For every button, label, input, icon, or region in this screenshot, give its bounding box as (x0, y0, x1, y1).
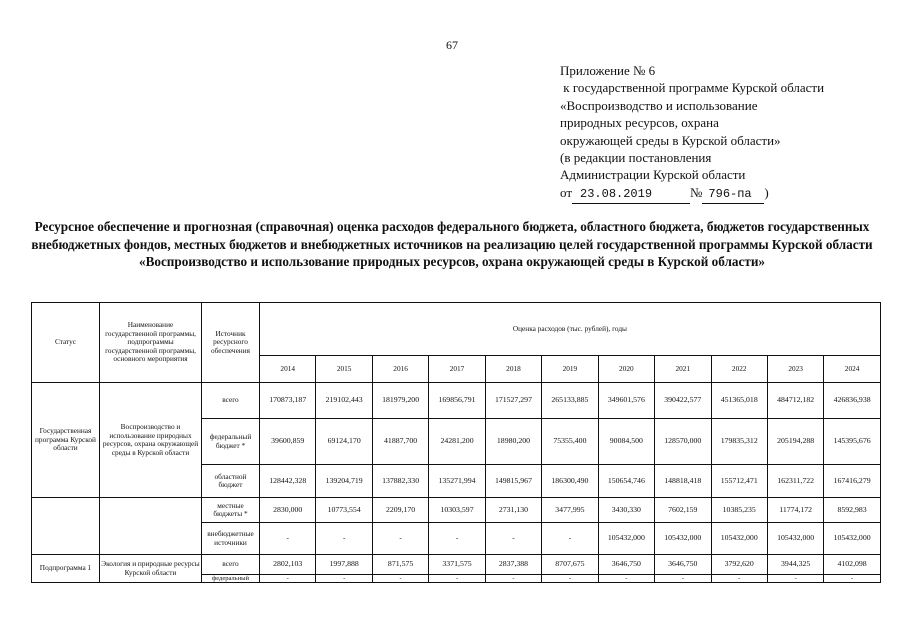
value-cell: 8592,983 (824, 498, 880, 523)
value-cell: 1997,888 (316, 555, 372, 575)
appendix-line: к государственной программе Курской области (560, 80, 825, 96)
value-cell: 3477,995 (542, 498, 598, 523)
value-cell: 171527,297 (485, 383, 541, 419)
subprogram-name: Экология и природные ресурсы Курской области (100, 555, 202, 583)
year-header: 2015 (316, 356, 372, 383)
appendix-line: (в редакции постановления (560, 150, 712, 166)
value-cell: 3371,575 (429, 555, 485, 575)
value-cell: 155712,471 (711, 465, 767, 498)
source-cell: внебюджетные источники (202, 523, 260, 555)
appendix-line: окружающей среды в Курской области» (560, 132, 781, 148)
year-header: 2014 (260, 356, 316, 383)
year-header: 2016 (372, 356, 428, 383)
value-cell: 2731,130 (485, 498, 541, 523)
value-cell: 181979,200 (372, 383, 428, 419)
value-cell: - (260, 523, 316, 555)
number-suffix: ) (764, 184, 769, 200)
empty-status-cell (32, 498, 100, 555)
value-cell: 69124,170 (316, 419, 372, 465)
value-cell: 105432,000 (598, 523, 654, 555)
value-cell: 10385,235 (711, 498, 767, 523)
value-cell: 137882,330 (372, 465, 428, 498)
year-header: 2021 (655, 356, 711, 383)
value-cell: 3944,325 (767, 555, 823, 575)
source-cell: всего (202, 383, 260, 419)
value-cell: 105432,000 (824, 523, 880, 555)
header-name: Наименование государственной программы, подпрограммы государственной программы, основного мероприятия (100, 303, 202, 383)
value-cell: 7602,159 (655, 498, 711, 523)
page-number: 67 (446, 38, 458, 52)
year-header: 2022 (711, 356, 767, 383)
value-cell: 2209,170 (372, 498, 428, 523)
program-status: Государственная программа Курской области (32, 383, 100, 498)
year-header: 2024 (824, 356, 880, 383)
value-cell: - (372, 523, 428, 555)
year-header: 2020 (598, 356, 654, 383)
value-cell: 451365,018 (711, 383, 767, 419)
value-cell: 186300,490 (542, 465, 598, 498)
year-header: 2018 (485, 356, 541, 383)
value-cell: 128442,328 (260, 465, 316, 498)
value-cell: 150654,746 (598, 465, 654, 498)
value-cell: 179835,312 (711, 419, 767, 465)
value-cell: 219102,443 (316, 383, 372, 419)
table-row (32, 498, 881, 523)
number-prefix: № (690, 184, 703, 200)
appendix-line: природных ресурсов, охрана (560, 115, 719, 131)
value-cell: 75355,400 (542, 419, 598, 465)
header-estimate: Оценка расходов (тыс. рублей), годы (260, 303, 881, 356)
value-cell: - (260, 575, 316, 583)
subprogram-status: Подпрограмма 1 (32, 555, 100, 583)
value-cell: 149815,967 (485, 465, 541, 498)
header-source: Источник ресурсного обеспечения (202, 303, 260, 383)
value-cell: - (316, 575, 372, 583)
value-cell: 8707,675 (542, 555, 598, 575)
decree-date: 23.08.2019 (572, 186, 690, 204)
appendix-line: Приложение № 6 (560, 63, 656, 78)
value-cell: - (429, 523, 485, 555)
value-cell: 3792,620 (711, 555, 767, 575)
value-cell: 135271,994 (429, 465, 485, 498)
value-cell: 426836,938 (824, 383, 880, 419)
value-cell: 3646,750 (598, 555, 654, 575)
value-cell: - (711, 575, 767, 583)
value-cell: 18980,200 (485, 419, 541, 465)
value-cell: 145395,676 (824, 419, 880, 465)
year-header: 2017 (429, 356, 485, 383)
value-cell: - (316, 523, 372, 555)
source-cell: федеральный (202, 575, 260, 583)
value-cell: 41887,700 (372, 419, 428, 465)
value-cell: 128570,000 (655, 419, 711, 465)
appendix-line: «Воспроизводство и использование (560, 97, 758, 113)
value-cell: - (598, 575, 654, 583)
table-row (32, 555, 881, 575)
resource-table (31, 302, 881, 583)
value-cell: 10303,597 (429, 498, 485, 523)
value-cell: - (485, 575, 541, 583)
value-cell: - (824, 575, 880, 583)
value-cell: 484712,182 (767, 383, 823, 419)
value-cell: 169856,791 (429, 383, 485, 419)
value-cell: 4102,098 (824, 555, 880, 575)
value-cell: - (655, 575, 711, 583)
header-status: Статус (32, 303, 100, 383)
value-cell: 39600,859 (260, 419, 316, 465)
value-cell: 349601,576 (598, 383, 654, 419)
value-cell: 90084,500 (598, 419, 654, 465)
value-cell: 10773,554 (316, 498, 372, 523)
value-cell: 11774,172 (767, 498, 823, 523)
value-cell: 2830,000 (260, 498, 316, 523)
decree-number: 796-па (702, 186, 764, 204)
value-cell: 139204,719 (316, 465, 372, 498)
table-header-row (32, 303, 881, 356)
value-cell: 148818,418 (655, 465, 711, 498)
value-cell: 205194,288 (767, 419, 823, 465)
value-cell: - (372, 575, 428, 583)
source-cell: местные бюджеты * (202, 498, 260, 523)
value-cell: - (542, 523, 598, 555)
value-cell: - (429, 575, 485, 583)
value-cell: 24281,200 (429, 419, 485, 465)
source-cell: всего (202, 555, 260, 575)
source-cell: областной бюджет (202, 465, 260, 498)
value-cell: - (767, 575, 823, 583)
value-cell: - (542, 575, 598, 583)
value-cell: 390422,577 (655, 383, 711, 419)
value-cell: 3646,750 (655, 555, 711, 575)
value-cell: - (485, 523, 541, 555)
year-header: 2019 (542, 356, 598, 383)
value-cell: 167416,279 (824, 465, 880, 498)
document-title: Ресурсное обеспечение и прогнозная (справочная) оценка расходов федерального бюджета, областного бюджета, бюджетов государственных внебюджетных фондов, местных бюджетов и внебюджетных источников на реализацию целей государственной программы Курской области «Воспроизводство и использование природных ресурсов, охрана окружающей среды в Курской области» (31, 219, 873, 269)
value-cell: 105432,000 (655, 523, 711, 555)
value-cell: 162311,722 (767, 465, 823, 498)
value-cell: 871,575 (372, 555, 428, 575)
appendix-line: Администрации Курской области (560, 167, 746, 183)
year-header: 2023 (767, 356, 823, 383)
appendix-header (560, 62, 900, 204)
appendix-date-line (560, 184, 900, 204)
value-cell: 2837,388 (485, 555, 541, 575)
empty-name-cell (100, 498, 202, 555)
value-cell: 105432,000 (711, 523, 767, 555)
date-prefix: от (560, 184, 573, 200)
value-cell: 2802,103 (260, 555, 316, 575)
value-cell: 170873,187 (260, 383, 316, 419)
value-cell: 265133,885 (542, 383, 598, 419)
program-name: Воспроизводство и использование природных ресурсов, охрана окружающей среды в Курской области (100, 383, 202, 498)
source-cell: федеральный бюджет * (202, 419, 260, 465)
value-cell: 3430,330 (598, 498, 654, 523)
value-cell: 105432,000 (767, 523, 823, 555)
table-row (32, 383, 881, 419)
